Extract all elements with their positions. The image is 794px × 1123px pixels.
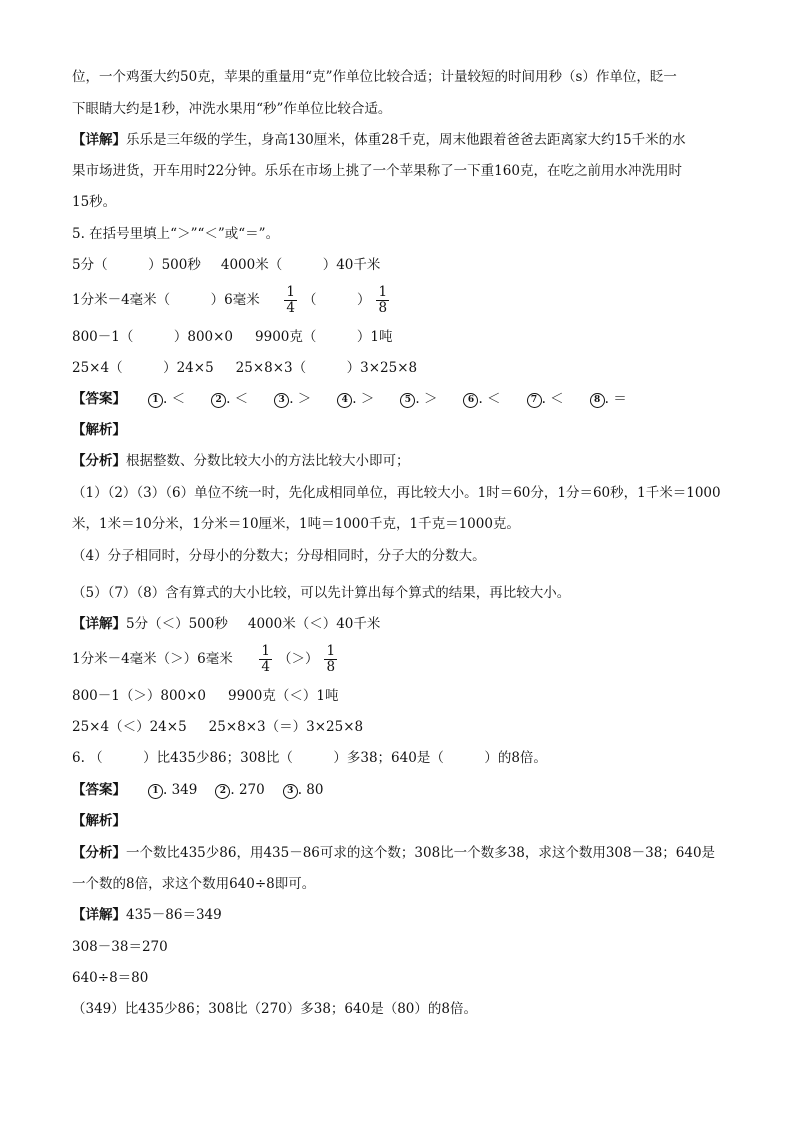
question-5-row [72,328,392,346]
comparison-blank: （ ） [302,292,371,308]
text-line: 乐乐是三年级的学生，身高130厘米，体重28千克，周末他跟着爸爸去距离家大约15千米的水 [126,132,686,148]
circled-number: 2 [211,393,226,408]
text-line: 果市场进货，开车用时22分钟。乐乐在市场上挑了一个苹果称了一下重160克，在吃之前用水冲洗用时 [72,163,682,179]
jiexi-tag: 【解析】 [72,813,126,829]
question-6-title: 6. （ ）比435少86；308比（ ）多38；640是（ ）的8倍。 [72,750,547,766]
answer-row: 【答案】 1 . 349 2 . 270 3 . 80 [72,782,324,798]
circled-number: 6 [463,393,478,408]
comparison-result: 5分（＜）500秒 [126,616,228,632]
analysis-tag: 【分析】 [72,453,126,469]
calc-line: 640÷8＝80 [72,970,149,986]
question-5-row [72,359,417,377]
comparison-result: 4000米（＜）40千米 [247,616,381,632]
fraction: $\frac{1}{4}$ [261,643,270,675]
circled-number: 3 [283,784,298,799]
comparison-result: 800－1（＞）800×0 [72,688,207,704]
circled-number: 4 [337,393,352,408]
comparison-item: 800－1（ ）800×0 [72,329,234,345]
text-line: （4）分子相同时，分母小的分数大；分母相同时，分子大的分数大。 [72,548,486,564]
text-line: 位，一个鸡蛋大约50克，苹果的重量用“克”作单位比较合适；计量较短的时间用秒（s）作单位，眨一 [72,69,677,85]
jiexi-tag: 【解析】 [72,422,126,438]
detail-row [72,718,363,736]
circled-number: 1 [148,784,163,799]
fraction: $\frac{1}{8}$ [326,643,336,675]
circled-number: 1 [148,393,163,408]
comparison-item: 9900克（ ）1吨 [255,329,393,345]
fraction: $\frac{1}{8}$ [378,284,388,316]
circled-number: 8 [590,393,605,408]
text-line: 一个数的8倍，求这个数用640÷8即可。 [72,876,316,892]
question-5-row [72,283,395,317]
text-line: 15秒。 [72,194,117,210]
comparison-item: 4000米（ ）40千米 [220,257,381,273]
analysis-tag: 【分析】 [72,845,126,861]
comparison-result: 25×8×3（＝）3×25×8 [208,719,364,735]
circled-number: 7 [527,393,542,408]
text-line: （1）（2）（3）（6）单位不统一时，先化成相同单位，再比较大小。1时＝60分，1分＝60秒，1千米＝1000 [72,485,721,501]
detail-paragraph [72,131,686,149]
comparison-item: 25×8×3（ ）3×25×8 [235,360,418,376]
text-line: 米，1米＝10分米，1分米＝10厘米，1吨＝1000千克，1千克＝1000克。 [72,516,520,532]
comparison-result: 9900克（＜）1吨 [228,688,339,704]
circled-number: 2 [215,784,230,799]
detail-row [72,615,380,633]
detail-row [72,687,338,705]
answer-tag: 【答案】 [72,782,126,798]
comparison-result: 25×4（＜）24×5 [72,719,187,735]
conclusion-line: （349）比435少86；308比（270）多38；640是（80）的8倍。 [72,1001,477,1017]
question-5-title: 5. 在括号里填上“＞”“＜”或“＝”。 [72,226,280,242]
text-line: 下眼睛大约是1秒，冲洗水果用“秒”作单位比较合适。 [72,101,392,117]
answer-tag: 【答案】 [72,391,126,407]
comparison-result: 1分米－4毫米（＞）6毫米 [72,651,233,667]
answer-row: 【答案】 1 . ＜ 2 . ＜ 3 . ＞ 4 . ＞ 5 . ＞ 6 . ＜ 7 . ＜ 8 . ＝ [72,391,627,407]
detail-tag: 【详解】 [72,616,126,632]
analysis-paragraph: 【分析】一个数比435少86，用435－86可求的这个数；308比一个数多38，求这个数用308－38；640是 [72,845,716,861]
circled-number: 5 [400,393,415,408]
comparison-item: 25×4（ ）24×5 [72,360,214,376]
analysis-paragraph: 【分析】根据整数、分数比较大小的方法比较大小即可； [72,453,410,469]
fraction: $\frac{1}{4}$ [286,284,295,316]
detail-row: 【详解】435－86＝349 [72,907,222,923]
question-5-row [72,256,380,274]
detail-tag: 【详解】 [72,907,126,923]
circled-number: 3 [274,393,289,408]
comparison-result: （＞） [277,651,319,667]
comparison-item: 5分（ ）500秒 [72,257,201,273]
comparison-item: 1分米－4毫米（ ）6毫米 [72,292,260,308]
text-line: （5）（7）（8）含有算式的大小比较，可以先计算出每个算式的结果，再比较大小。 [72,585,571,601]
calc-line: 308－38＝270 [72,939,168,955]
detail-row [72,642,343,676]
detail-tag: 【详解】 [72,132,126,148]
